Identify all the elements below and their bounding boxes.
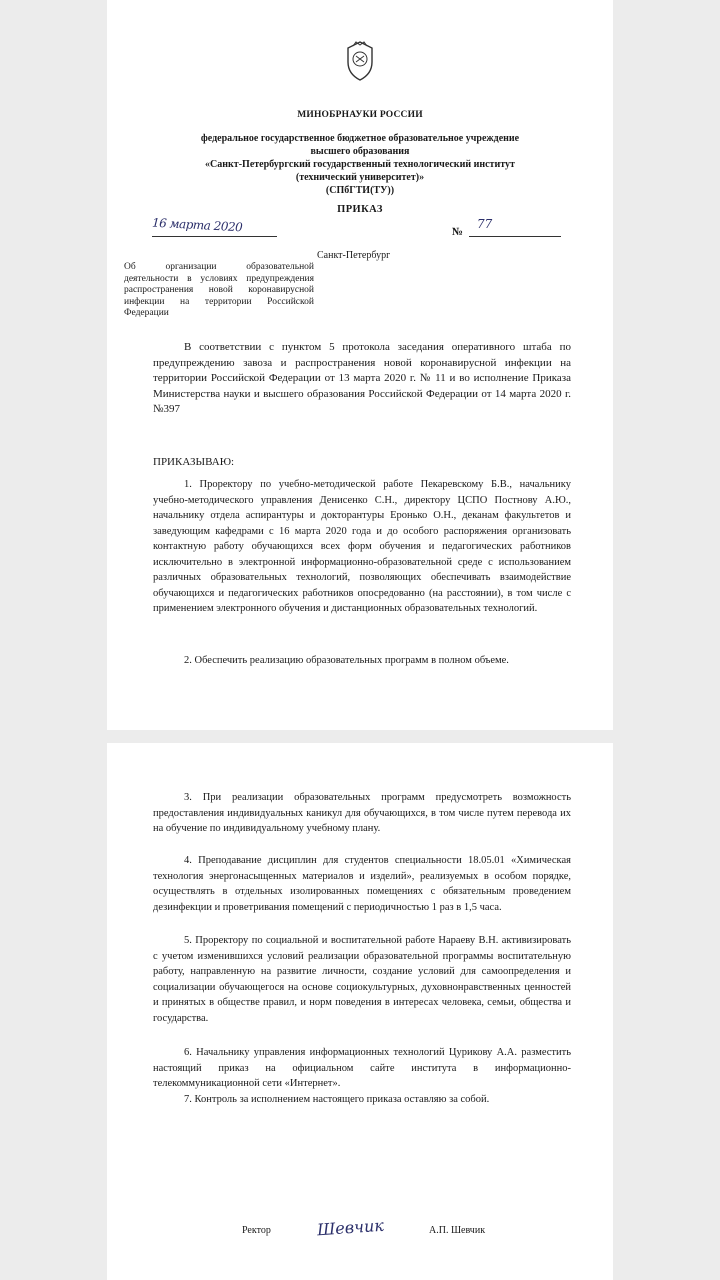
university-emblem-icon <box>344 40 376 82</box>
document-page-2 <box>107 743 613 1280</box>
preamble: В соответствии с пунктом 5 протокола заседания оперативного штаба по предупреждению завоза и распространения новой коронавирусной инфекции на территории Российской Федерации от 13 марта 2020 г. № 11 и во исполнение Приказа Министерства науки и высшего образования Российской Федерации от 14 марта 2020 г. №397 <box>153 341 571 415</box>
document-page-1 <box>107 0 613 730</box>
city: Санкт-Петербург <box>317 250 391 261</box>
order-word: ПРИКАЗЫВАЮ: <box>153 456 235 468</box>
signatory-name: А.П. Шевчик <box>429 1225 486 1236</box>
order-item-3: 3. При реализации образовательных программ предусмотреть возможность предоставления индивидуальных каникул для обучающихся, в том числе путем перевода их на обучение по индивидуальному учебному плану. <box>153 792 571 834</box>
document-number: 77 <box>477 217 493 231</box>
order-item-7: 7. Контроль за исполнением настоящего приказа оставляю за собой. <box>184 1094 490 1105</box>
handwritten-signature: Шевчик <box>316 1215 385 1240</box>
order-item-1: 1. Проректору по учебно-методической работе Пекаревскому Б.В., начальнику учебно-методического управления Денисенко С.Н., директору ЦСПО Постнову А.Ю., начальнику отдела аспирантуры и докторантуры Еронько О.Н., деканам факультетов и заведующим кафедрами с 16 марта 2020 года и до особого распоряжения организовать контактную работу обучающихся всех форм обучения и педагогических работников исключительно в электронной информационно-образовательной среде с использованием различных образовательных технологий, позволяющих обеспечивать взаимодействие обучающихся и педагогических работников опосредованно (на расстоянии), в том числе с применением электронного обучения и дистанционных образовательных технологий. <box>153 479 571 614</box>
number-label: № <box>452 226 464 238</box>
organization-name: федеральное государственное бюджетное образовательное учреждение высшего образования «Санкт-Петербургский государственный технологический институт (технический университет)» (СПбГТИ(ТУ)) <box>200 133 520 196</box>
signatory-title: Ректор <box>242 1225 271 1236</box>
document-date: 16 марта 2020 <box>151 215 243 235</box>
document-type: ПРИКАЗ <box>337 204 383 215</box>
order-subject: Об организации образовательной деятельности в условиях предупреждения распространения новой коронавирусной инфекции на территории Российской Федерации <box>124 262 314 318</box>
ministry-name: МИНОБРНАУКИ РОССИИ <box>297 110 423 120</box>
order-item-5: 5. Проректору по социальной и воспитательной работе Нараеву В.Н. активизировать с учетом изменившихся условий реализации образовательной программы воспитательную работу, направленную на развитие личности, создание условий для самоопределения и социализации обучающегося на основе социокультурных, духовнонравственных ценностей и принятых в обществе правил, и норм поведения в интересах человека, семьи, общества и государства. <box>153 935 571 1024</box>
order-item-6: 6. Начальнику управления информационных технологий Цурикову А.А. разместить настоящий приказ на официальном сайте института в информационно-телекоммуникационной сети «Интернет». <box>153 1047 571 1089</box>
order-item-4: 4. Преподавание дисциплин для студентов специальности 18.05.01 «Химическая технология энергонасыщенных материалов и изделий», реализуемых в особом порядке, осуществлять в отдельных изолированных помещениях с обязательным проведением дезинфекции и проветривания помещений с периодичностью 1 раз в 1,5 часа. <box>153 855 571 913</box>
order-item-2: 2. Обеспечить реализацию образовательных программ в полном объеме. <box>184 655 509 666</box>
